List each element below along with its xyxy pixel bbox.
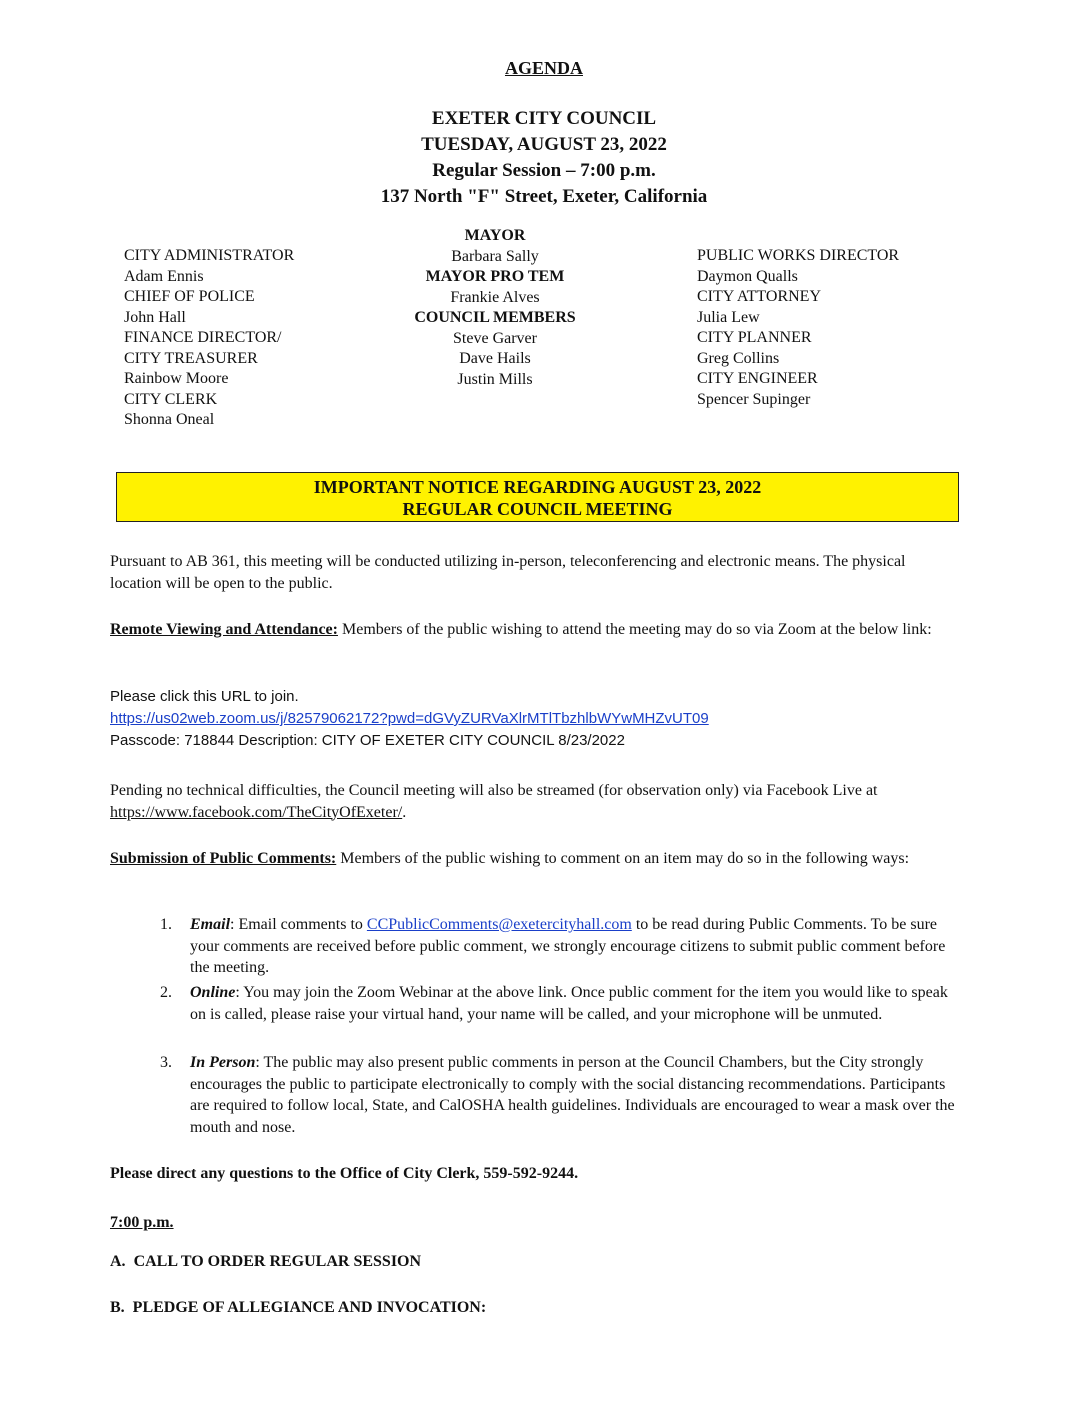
- agenda-item-b: [110, 1297, 960, 1319]
- submission-text: Members of the public wishing to comment on an item may do so in the following ways:: [336, 850, 910, 867]
- staff-line: Shonna Oneal: [124, 411, 215, 428]
- list-number: 1.: [160, 916, 172, 933]
- staff-line: Adam Ennis: [124, 267, 204, 285]
- submission-heading: Submission of Public Comments:: [110, 850, 337, 867]
- staff-line: Rainbow Moore: [124, 370, 229, 387]
- remote-text: Members of the public wishing to attend the meeting may do so via Zoom at the below link:: [337, 621, 932, 638]
- stream-text: Pending no technical difficulties, the Council meeting will also be streamed (for observation only) via Facebook Live at: [110, 782, 878, 799]
- method-text: to be read during Public Comments. To be sure your comments are received before public comment, we strongly encourage citizens to submit public comment before the meeting.: [190, 916, 946, 976]
- staff-line: CITY ADMINISTRATOR: [124, 247, 295, 264]
- council-member: Steve Garver: [453, 329, 537, 347]
- staff-line: CITY CLERK: [124, 390, 218, 408]
- questions-line: Please direct any questions to the Office of City Clerk, 559-592-9244.: [110, 1165, 579, 1182]
- method-label: Email: [190, 916, 231, 933]
- intro-paragraph: Pursuant to AB 361, this meeting will be conducted utilizing in-person, teleconferencing and electronic means. The physical location will be open to the public.: [110, 553, 906, 592]
- mayor-heading: MAYOR: [464, 227, 526, 244]
- staff-line: Spencer Supinger: [697, 390, 811, 408]
- method-label: In Person: [190, 1054, 256, 1071]
- mayor-name: Barbara Sally: [451, 247, 539, 265]
- item-letter: A.: [110, 1253, 126, 1270]
- staff-line: CHIEF OF POLICE: [124, 288, 255, 305]
- comment-methods-list: [160, 914, 960, 1138]
- list-item: [160, 1052, 960, 1138]
- pro-tem-name: Frankie Alves: [450, 288, 540, 306]
- item-title: CALL TO ORDER REGULAR SESSION: [133, 1253, 422, 1270]
- zoom-url-link[interactable]: https://us02web.zoom.us/j/82579062172?pwd=dGVyZURVaXlrMTlTbzhlbWYwMHZvUT09: [110, 710, 709, 727]
- council-member: Dave Hails: [459, 350, 531, 367]
- staff-line: FINANCE DIRECTOR/: [124, 329, 282, 346]
- item-title: PLEDGE OF ALLEGIANCE AND INVOCATION:: [132, 1299, 487, 1316]
- method-text: : You may join the Zoom Webinar at the above link. Once public comment for the item you would like to speak on is called, please raise your virtual hand, your name will be called, and your microphone will be unmuted.: [190, 984, 948, 1023]
- staff-line: Daymon Qualls: [697, 267, 798, 285]
- agenda-item-a: [110, 1251, 960, 1273]
- submission-paragraph: [110, 848, 960, 870]
- meeting-header: [0, 106, 1088, 210]
- meeting-address: 137 North "F" Street, Exeter, California: [380, 186, 708, 207]
- stream-end: .: [402, 803, 407, 821]
- council-name: EXETER CITY COUNCIL: [431, 108, 657, 129]
- list-item: [160, 914, 960, 982]
- council-column: [390, 226, 600, 390]
- session-time: Regular Session – 7:00 p.m.: [432, 160, 656, 181]
- agenda-title: AGENDA: [504, 58, 583, 78]
- staff-line: Greg Collins: [697, 349, 780, 367]
- stream-paragraph: [110, 780, 960, 823]
- method-text: : The public may also present public comments in person at the Council Chambers, but the City strongly encourages the public to participate electronically to comply with the social distancing recommendations. Participants are required to follow local, State, and CalOSHA health guidelines. Individuals are encouraged to wear a mask over the mouth and nose.: [190, 1054, 955, 1136]
- list-item: [160, 982, 960, 1052]
- email-link[interactable]: CCPublicComments@exetercityhall.com: [366, 916, 632, 933]
- list-number: 3.: [160, 1054, 172, 1071]
- item-letter: B.: [110, 1299, 125, 1316]
- council-members-heading: COUNCIL MEMBERS: [414, 309, 576, 326]
- staff-right-column: [697, 246, 899, 410]
- notice-line: IMPORTANT NOTICE REGARDING AUGUST 23, 2022: [313, 477, 762, 497]
- zoom-prompt: Please click this URL to join.: [110, 688, 299, 705]
- staff-line: CITY ATTORNEY: [697, 288, 821, 305]
- list-number: 2.: [160, 984, 172, 1001]
- facebook-link[interactable]: https://www.facebook.com/TheCityOfExeter/: [110, 803, 403, 821]
- remote-heading: Remote Viewing and Attendance:: [110, 621, 338, 638]
- meeting-date: TUESDAY, AUGUST 23, 2022: [421, 134, 667, 155]
- zoom-block: [110, 686, 960, 752]
- pro-tem-heading: MAYOR PRO TEM: [425, 268, 565, 285]
- notice-line: REGULAR COUNCIL MEETING: [402, 499, 673, 519]
- time-heading: 7:00 p.m.: [110, 1214, 174, 1231]
- zoom-passcode: Passcode: 718844 Description: CITY OF EXETER CITY COUNCIL 8/23/2022: [110, 732, 625, 749]
- staff-line: CITY ENGINEER: [697, 370, 818, 387]
- remote-paragraph: [110, 619, 960, 641]
- staff-left-column: [124, 246, 294, 431]
- staff-line: CITY TREASURER: [124, 349, 258, 367]
- method-label: Online: [190, 984, 236, 1001]
- method-text: : Email comments to: [230, 916, 367, 933]
- council-member: Justin Mills: [457, 370, 533, 388]
- staff-line: PUBLIC WORKS DIRECTOR: [697, 247, 900, 264]
- staff-line: Julia Lew: [697, 308, 760, 326]
- staff-line: CITY PLANNER: [697, 329, 812, 346]
- important-notice-box: [116, 472, 959, 522]
- staff-line: John Hall: [124, 308, 186, 326]
